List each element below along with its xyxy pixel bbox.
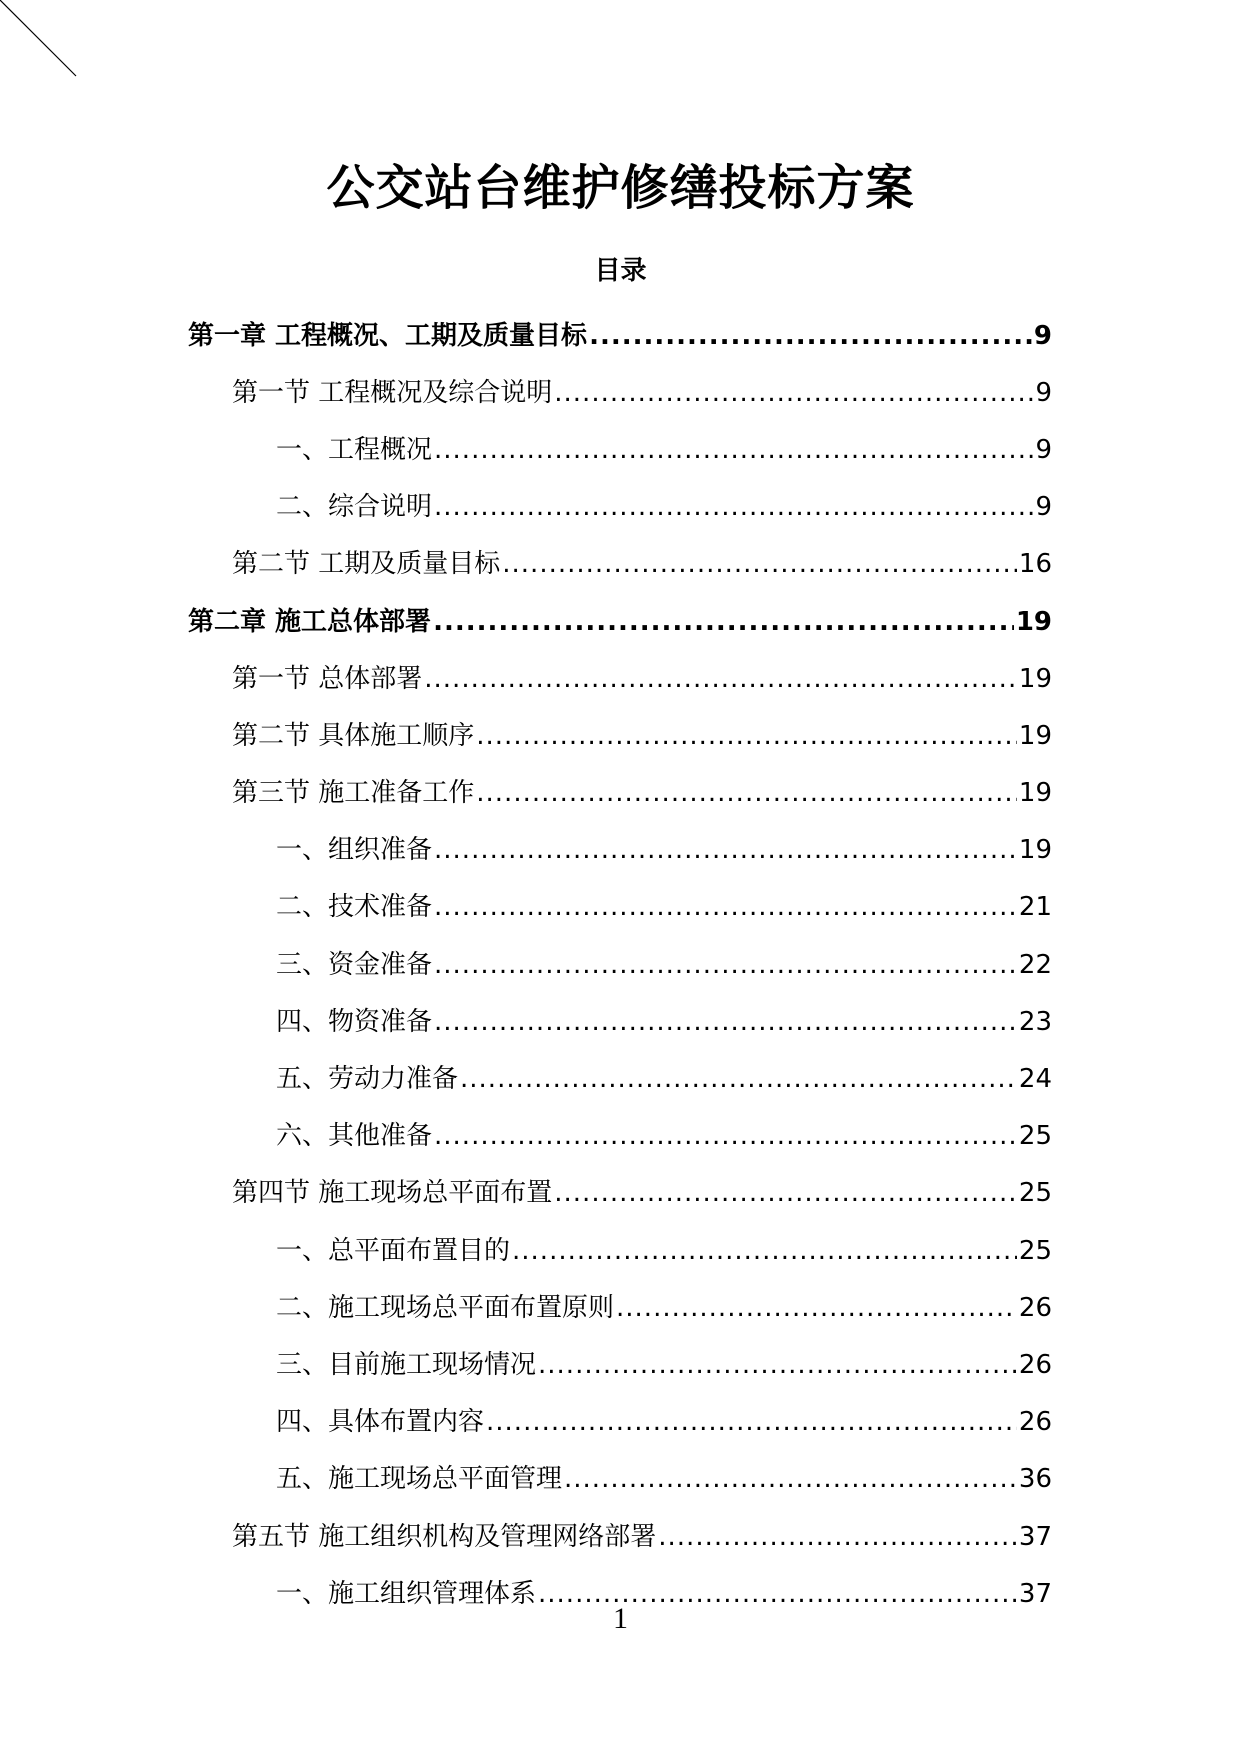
toc-entry[interactable] [188, 593, 1052, 650]
toc-entry-label: 第三节 施工准备工作 [232, 778, 475, 809]
toc-entry-label: 一、组织准备 [276, 835, 433, 866]
toc-entry-label: 三、目前施工现场情况 [276, 1349, 537, 1380]
toc-entry-page: 19 [1018, 835, 1052, 866]
toc-dot-leader [486, 1406, 1017, 1438]
toc-dot-leader [424, 663, 1017, 695]
toc-entry-page: 36 [1018, 1464, 1052, 1495]
toc-entry-page: 37 [1018, 1578, 1052, 1609]
toc-entry-label: 二、施工现场总平面布置原则 [276, 1292, 615, 1323]
toc-entry-page: 26 [1018, 1407, 1052, 1438]
toc-entry[interactable] [188, 707, 1052, 764]
toc-entry-label: 二、综合说明 [276, 492, 433, 523]
page-number: 1 [613, 1602, 628, 1635]
toc-entry[interactable] [188, 536, 1052, 593]
toc-entry-page: 9 [1035, 434, 1052, 465]
toc-entry-page: 19 [1018, 720, 1052, 751]
toc-entry-label: 一、工程概况 [276, 434, 433, 465]
toc-entry-label: 二、技术准备 [276, 892, 433, 923]
toc-dot-leader [476, 720, 1017, 752]
toc-dot-leader [434, 834, 1017, 866]
toc-entry[interactable] [188, 765, 1052, 822]
toc-entry-page: 9 [1035, 492, 1052, 523]
toc-dot-leader [460, 1063, 1017, 1095]
toc-entry-page: 26 [1018, 1349, 1052, 1380]
toc-entry-label: 三、资金准备 [276, 949, 433, 980]
toc-dot-leader [433, 606, 1014, 638]
toc-entry-page: 19 [1018, 663, 1052, 694]
toc-entry[interactable] [188, 650, 1052, 707]
toc-entry-label: 第一节 总体部署 [232, 663, 423, 694]
toc-dot-leader [502, 548, 1017, 580]
toc-entry[interactable] [188, 479, 1052, 536]
toc-entry-page: 26 [1018, 1292, 1052, 1323]
toc-heading: 目录 [594, 256, 647, 286]
toc-entry-page: 24 [1018, 1064, 1052, 1095]
table-of-contents [188, 307, 1052, 1622]
toc-entry-page: 25 [1018, 1121, 1052, 1152]
toc-dot-leader [554, 1177, 1017, 1209]
toc-entry-page: 22 [1018, 949, 1052, 980]
toc-dot-leader [538, 1349, 1017, 1381]
toc-entry[interactable] [188, 879, 1052, 936]
toc-dot-leader [616, 1292, 1017, 1324]
toc-entry-label: 第一章 工程概况、工期及质量目标 [188, 320, 588, 351]
toc-entry-label: 第二章 施工总体部署 [188, 606, 432, 637]
toc-entry[interactable] [188, 421, 1052, 478]
toc-dot-leader [512, 1235, 1017, 1267]
toc-entry-label: 四、具体布置内容 [276, 1407, 485, 1438]
document-title: 公交站台维护修缮投标方案 [326, 160, 915, 216]
toc-entry-page: 9 [1033, 320, 1052, 351]
toc-entry-page: 21 [1018, 892, 1052, 923]
toc-entry-page: 19 [1015, 606, 1052, 637]
toc-entry-label: 第二节 具体施工顺序 [232, 720, 475, 751]
toc-dot-leader [434, 1006, 1017, 1038]
toc-entry[interactable] [188, 307, 1052, 364]
toc-entry[interactable] [188, 1108, 1052, 1165]
toc-entry-label: 一、总平面布置目的 [276, 1235, 511, 1266]
toc-entry[interactable] [188, 822, 1052, 879]
toc-dot-leader [589, 320, 1032, 352]
toc-entry-page: 16 [1018, 549, 1052, 580]
toc-entry-label: 四、物资准备 [276, 1006, 433, 1037]
toc-entry-page: 23 [1018, 1006, 1052, 1037]
corner-crop-mark [0, 0, 80, 80]
toc-dot-leader [658, 1521, 1017, 1553]
toc-entry[interactable] [188, 1394, 1052, 1451]
toc-entry-label: 第一节 工程概况及综合说明 [232, 377, 553, 408]
toc-entry[interactable] [188, 936, 1052, 993]
toc-entry-page: 9 [1035, 377, 1052, 408]
toc-entry-label: 一、施工组织管理体系 [276, 1578, 537, 1609]
toc-entry-page: 19 [1018, 778, 1052, 809]
toc-dot-leader [476, 777, 1017, 809]
toc-entry-label: 五、劳动力准备 [276, 1064, 459, 1095]
toc-dot-leader [434, 949, 1017, 981]
toc-entry[interactable] [188, 1508, 1052, 1565]
toc-entry[interactable] [188, 1165, 1052, 1222]
toc-dot-leader [434, 491, 1033, 523]
toc-entry[interactable] [188, 1336, 1052, 1393]
toc-dot-leader [434, 434, 1033, 466]
toc-entry-label: 六、其他准备 [276, 1121, 433, 1152]
toc-entry-label: 第二节 工期及质量目标 [232, 549, 501, 580]
toc-entry-page: 37 [1018, 1521, 1052, 1552]
toc-entry[interactable] [188, 1279, 1052, 1336]
toc-dot-leader [434, 891, 1017, 923]
toc-entry[interactable] [188, 1451, 1052, 1508]
toc-entry-label: 第四节 施工现场总平面布置 [232, 1178, 553, 1209]
toc-entry-page: 25 [1018, 1178, 1052, 1209]
toc-dot-leader [564, 1463, 1017, 1495]
toc-dot-leader [554, 377, 1033, 409]
toc-entry-label: 五、施工现场总平面管理 [276, 1464, 563, 1495]
toc-dot-leader [434, 1120, 1017, 1152]
toc-entry[interactable] [188, 1050, 1052, 1107]
toc-entry[interactable] [188, 993, 1052, 1050]
toc-entry[interactable] [188, 364, 1052, 421]
toc-entry[interactable] [188, 1222, 1052, 1279]
toc-entry-page: 25 [1018, 1235, 1052, 1266]
toc-entry-label: 第五节 施工组织机构及管理网络部署 [232, 1521, 657, 1552]
